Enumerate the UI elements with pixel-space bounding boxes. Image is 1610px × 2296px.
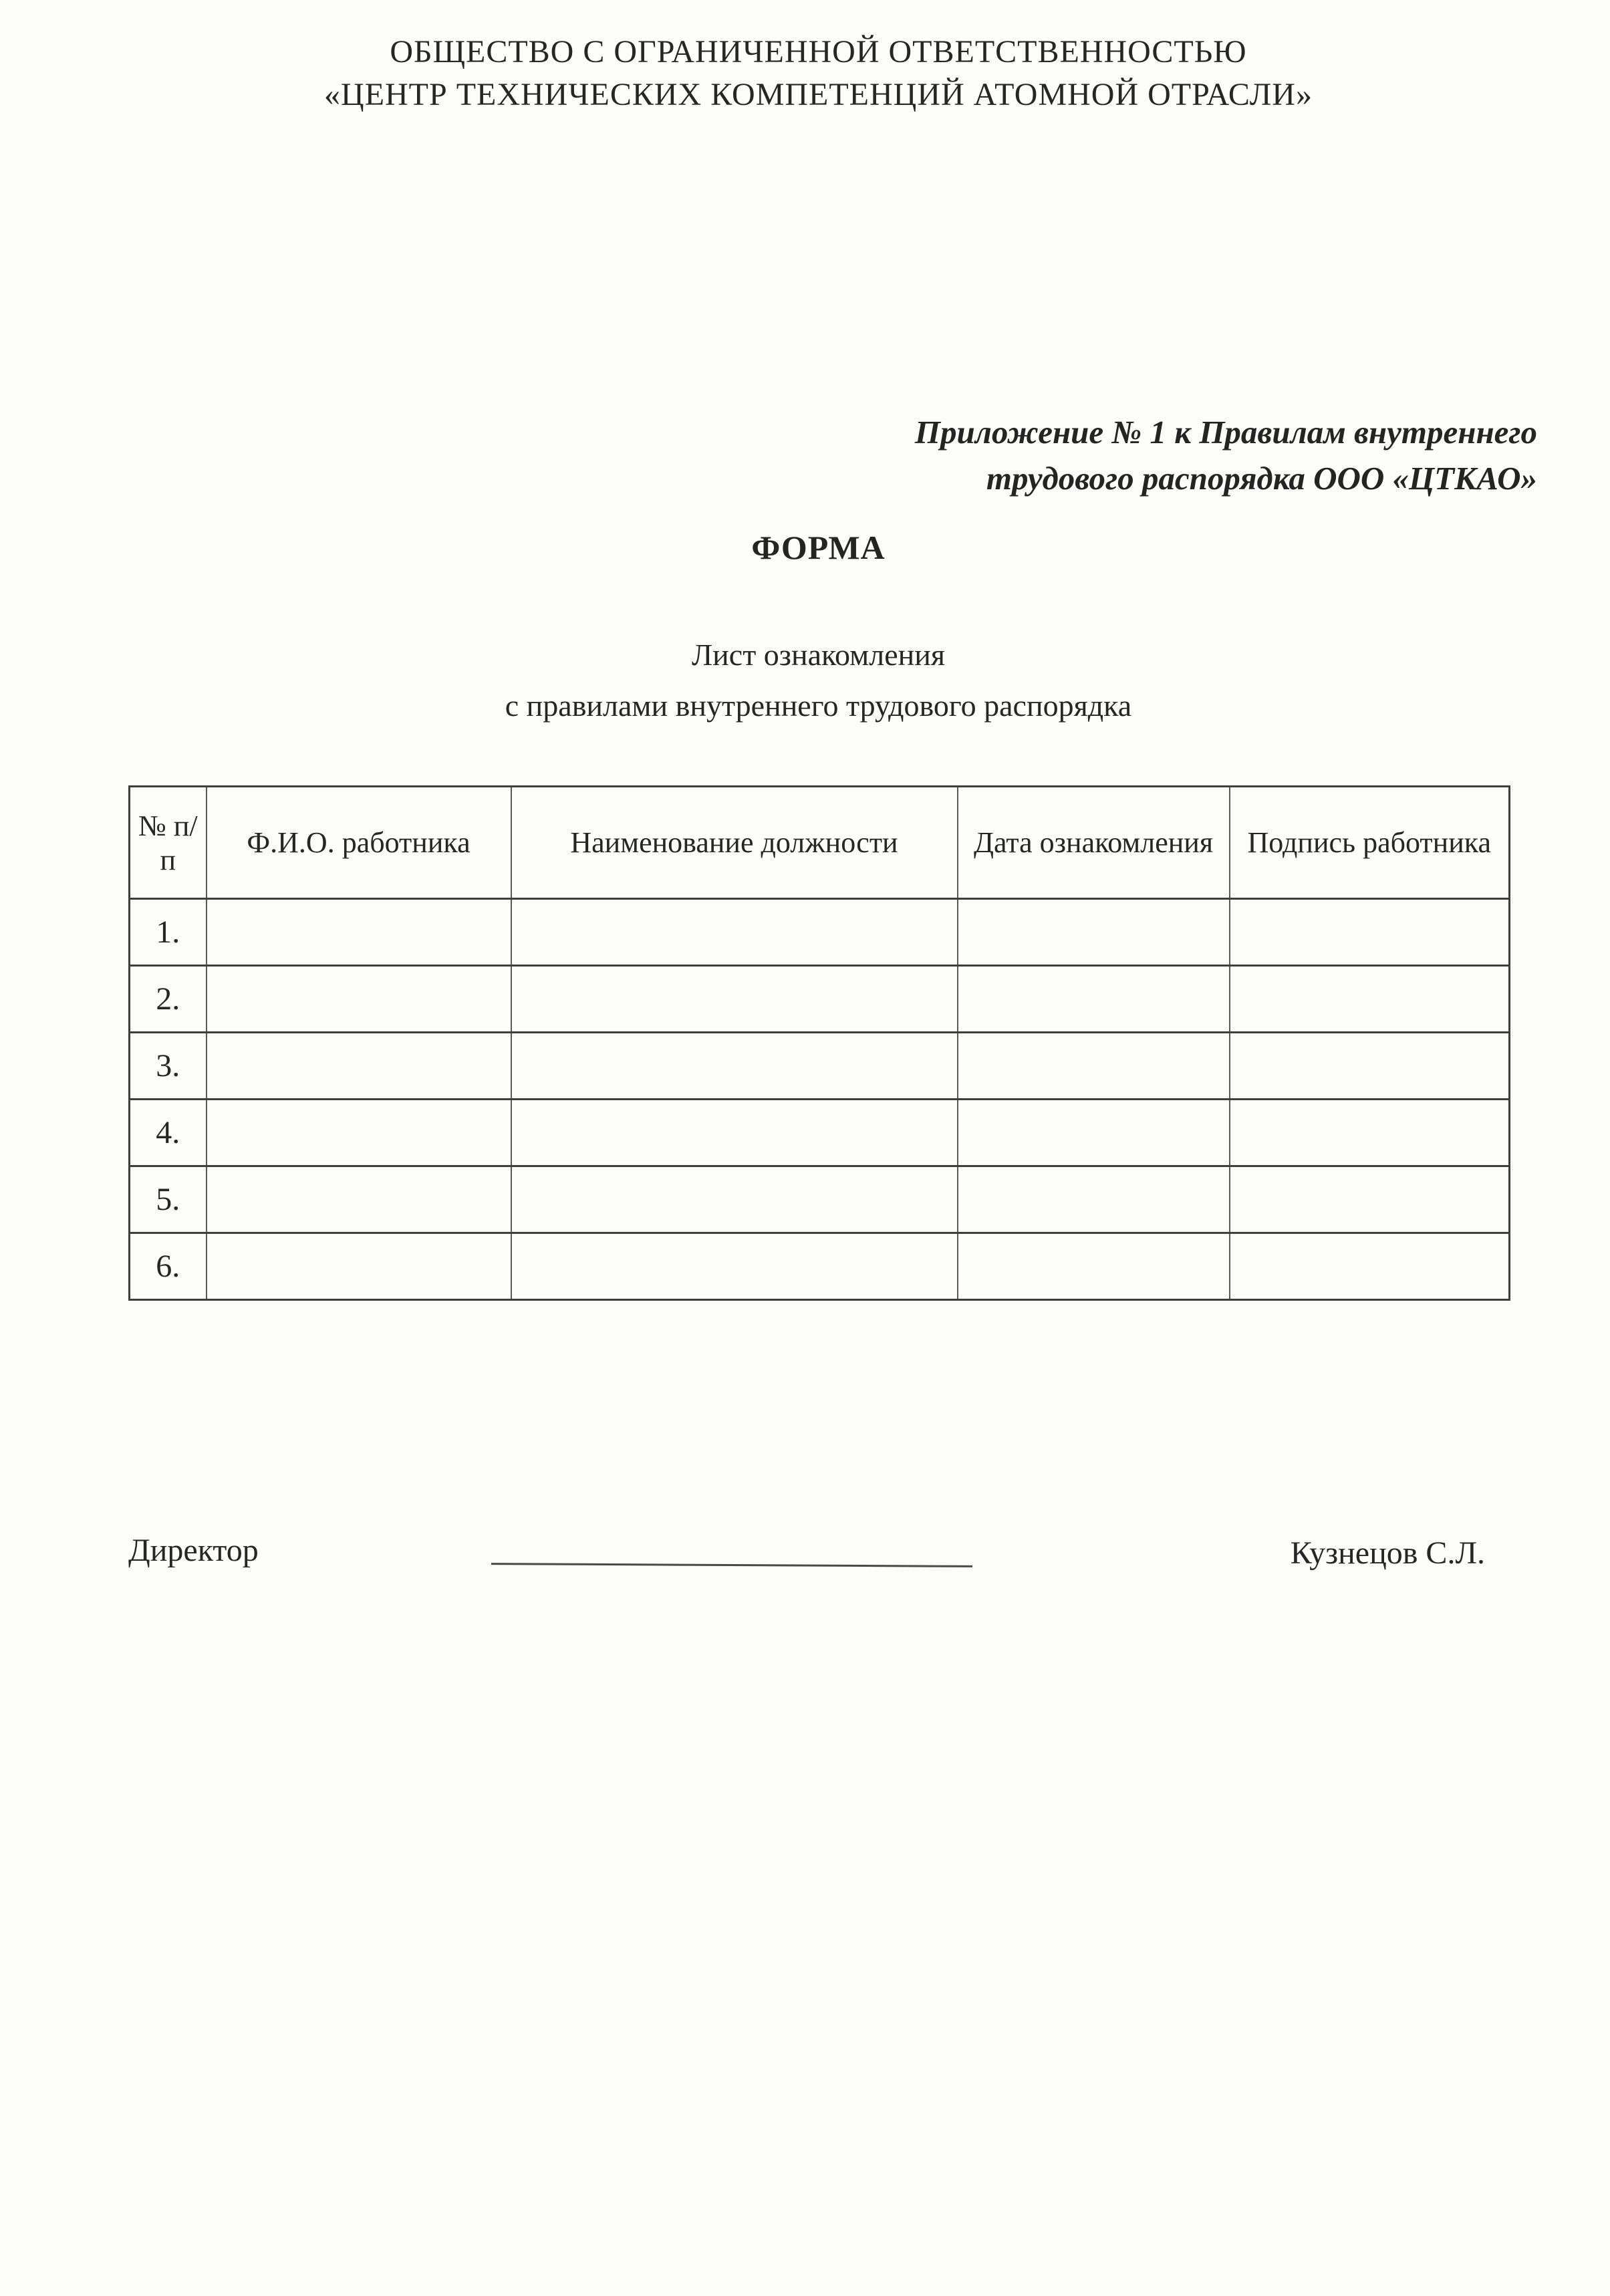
employee-name-cell [207, 966, 511, 1033]
employee-name-cell [207, 1233, 511, 1300]
date-cell [958, 966, 1230, 1033]
form-label: ФОРМА [751, 529, 886, 566]
table-row [130, 899, 1510, 966]
signature-cell [1230, 899, 1510, 966]
row-number-cell: 2. [130, 966, 207, 1033]
appendix-reference-line1: Приложение № 1 к Правилам внутреннего [914, 414, 1537, 451]
date-cell [958, 1033, 1230, 1100]
col-header-position: Наименование должности [511, 787, 958, 899]
appendix-reference [915, 409, 1537, 501]
row-number-cell: 4. [130, 1100, 207, 1166]
date-cell [958, 1166, 1230, 1233]
row-number-cell: 3. [130, 1033, 207, 1100]
row-number-cell: 6. [130, 1233, 207, 1300]
employee-name-cell [207, 1033, 511, 1100]
signature-cell [1230, 1233, 1510, 1300]
signature-cell [1230, 1166, 1510, 1233]
appendix-reference-line2: трудового распорядка ООО «ЦТКАО» [986, 460, 1537, 497]
table-row [130, 1166, 1510, 1233]
row-number-cell: 1. [130, 899, 207, 966]
employee-name-cell [207, 899, 511, 966]
position-cell [511, 1166, 958, 1233]
position-cell [511, 1100, 958, 1166]
date-cell [958, 1233, 1230, 1300]
position-cell [511, 1233, 958, 1300]
employee-name-cell [207, 1166, 511, 1233]
table-row [130, 1100, 1510, 1166]
signer-name: Кузнецов С.Л. [1290, 1535, 1485, 1571]
signature-cell [1230, 1033, 1510, 1100]
position-cell [511, 966, 958, 1033]
col-header-number: № п/п [130, 787, 207, 899]
company-name-line1: ОБЩЕСТВО С ОГРАНИЧЕННОЙ ОТВЕТСТВЕННОСТЬЮ [390, 34, 1247, 70]
table-header-row [130, 787, 1510, 899]
table-row [130, 1033, 1510, 1100]
signature-cell [1230, 966, 1510, 1033]
employee-name-cell [207, 1100, 511, 1166]
document-title-line1: Лист ознакомления [691, 638, 946, 672]
col-header-signature: Подпись работника [1230, 787, 1510, 899]
row-number-cell: 5. [130, 1166, 207, 1233]
table-row [130, 966, 1510, 1033]
table-row [130, 1233, 1510, 1300]
director-label: Директор [128, 1533, 259, 1568]
position-cell [511, 899, 958, 966]
acquaintance-table [128, 785, 1510, 1301]
document-title [27, 630, 1610, 731]
date-cell [958, 1100, 1230, 1166]
company-name [27, 31, 1610, 116]
document-title-line2: с правилами внутреннего трудового распорядка [505, 688, 1132, 723]
col-header-employee-name: Ф.И.О. работника [207, 787, 511, 899]
signature-line [491, 1563, 972, 1567]
date-cell [958, 899, 1230, 966]
signature-cell [1230, 1100, 1510, 1166]
col-header-date: Дата ознакомления [958, 787, 1230, 899]
company-name-line2: «ЦЕНТР ТЕХНИЧЕСКИХ КОМПЕТЕНЦИЙ АТОМНОЙ ОТРАСЛИ» [324, 77, 1313, 112]
position-cell [511, 1033, 958, 1100]
